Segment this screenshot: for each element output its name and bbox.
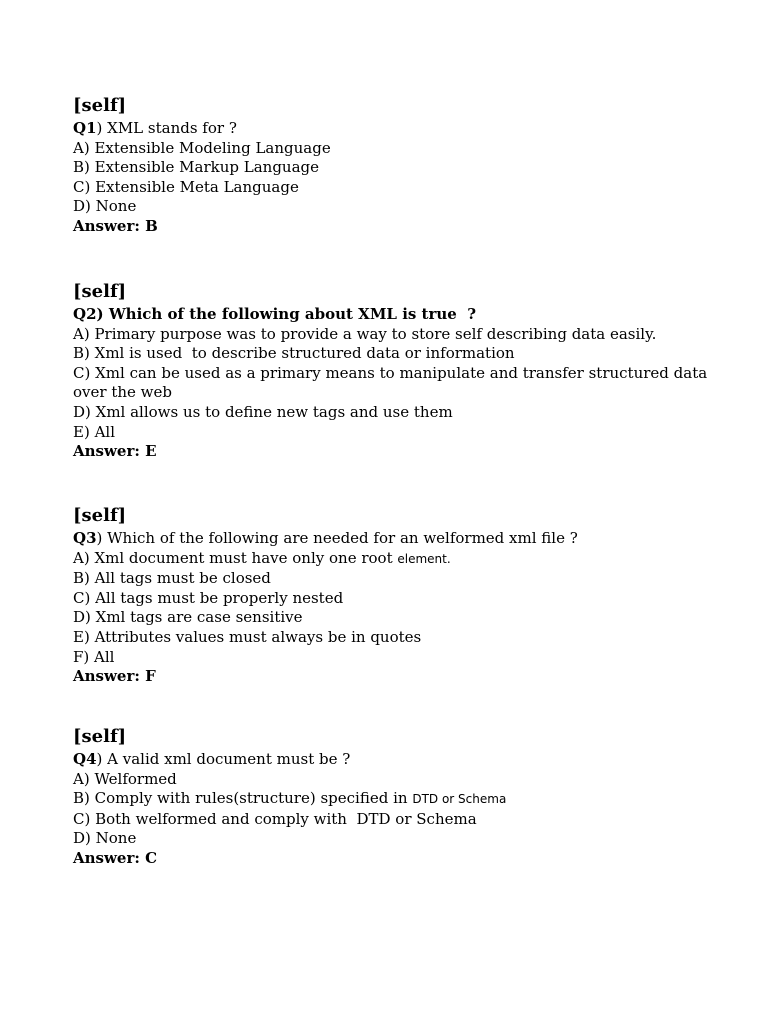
option-text: B) Comply with rules(structure) specified in [73, 789, 413, 808]
question-block-2 [73, 280, 713, 462]
question-line [73, 305, 713, 325]
answer-line: Answer: E [73, 442, 157, 461]
option-text: A) Xml document must have only one root [73, 548, 398, 567]
option-line: D) None [73, 197, 137, 216]
option-suffix: DTD or Schema [412, 792, 507, 807]
option-suffix: element. [397, 551, 451, 566]
option-line: C) All tags must be properly nested [73, 588, 344, 607]
question-line [73, 750, 713, 770]
question-tag: [self] [73, 281, 127, 302]
question-number: Q1 [73, 119, 97, 137]
option-line: D) None [73, 829, 137, 848]
answer-line: Answer: C [73, 848, 158, 867]
question-text: ) Which of the following are needed for an welformed xml file ? [96, 529, 578, 547]
option-line [73, 549, 713, 570]
question-text: ) A valid xml document must be ? [96, 750, 351, 768]
option-line: D) Xml allows us to define new tags and use them [73, 402, 453, 421]
option-line: F) All [73, 647, 115, 666]
question-text: ) Which of the following about XML is true ? [96, 305, 477, 323]
option-line: A) Primary purpose was to provide a way to store self describing data easily. [73, 324, 657, 343]
question-line [73, 119, 713, 139]
question-tag: [self] [73, 726, 127, 747]
option-line: A) Extensible Modeling Language [73, 138, 331, 157]
question-number: Q2 [73, 305, 97, 323]
option-line: B) All tags must be closed [73, 569, 271, 588]
option-line: C) Xml can be used as a primary means to manipulate and transfer structured data [73, 363, 708, 382]
option-line: E) Attributes values must always be in quotes [73, 627, 422, 646]
option-line: D) Xml tags are case sensitive [73, 608, 303, 627]
question-text: ) XML stands for ? [96, 119, 237, 137]
question-tag: [self] [73, 95, 127, 116]
option-line: E) All [73, 422, 115, 441]
question-number: Q3 [73, 529, 97, 547]
question-block-4 [73, 725, 713, 869]
question-block-1 [73, 94, 713, 237]
option-line: B) Xml is used to describe structured data or information [73, 344, 515, 363]
option-line [73, 789, 713, 810]
option-line: C) Both welformed and comply with DTD or Schema [73, 809, 477, 828]
option-line: C) Extensible Meta Language [73, 177, 299, 196]
question-block-3 [73, 504, 713, 687]
question-line [73, 529, 713, 549]
answer-line: Answer: B [73, 216, 158, 235]
question-tag: [self] [73, 505, 127, 526]
option-line-continuation: over the web [73, 383, 172, 402]
question-number: Q4 [73, 750, 97, 768]
answer-line: Answer: F [73, 667, 156, 686]
option-line: B) Extensible Markup Language [73, 158, 319, 177]
option-line: A) Welformed [73, 769, 177, 788]
